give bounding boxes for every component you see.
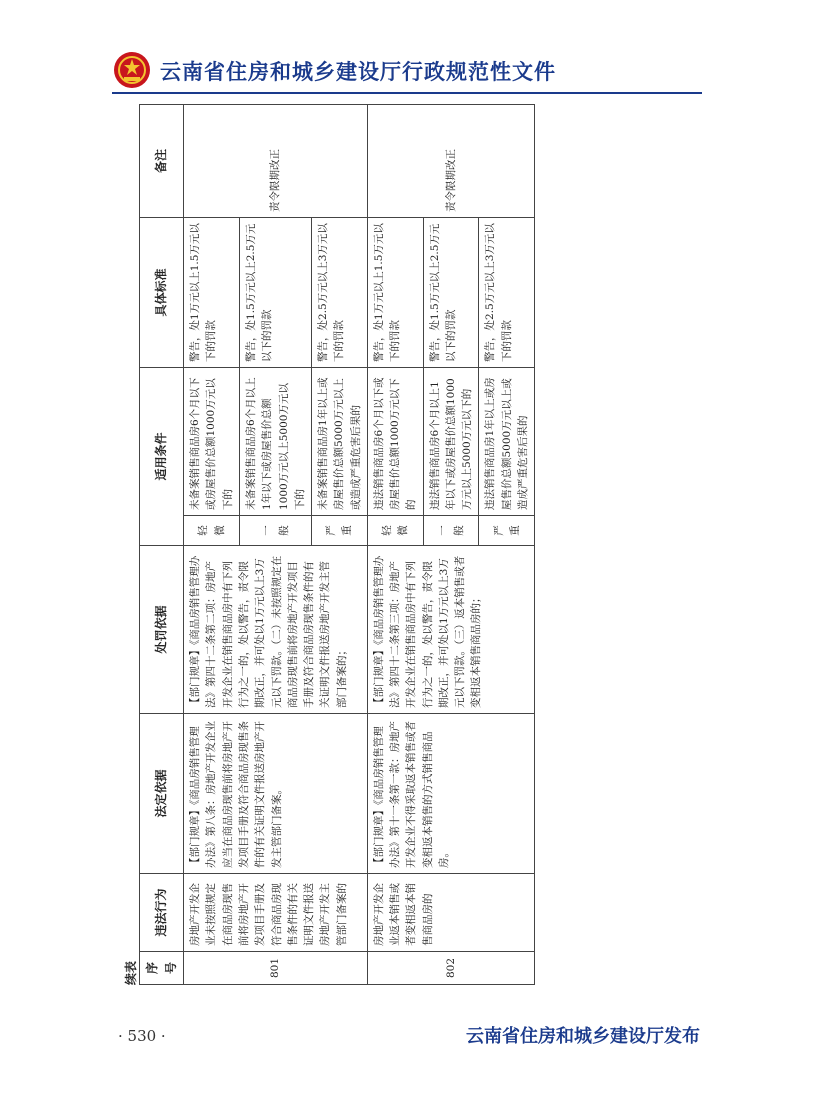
standard-text: 警告，处1万元以上1.5万元以下的罚款 bbox=[184, 217, 240, 367]
col-header-legal-basis: 法定依据 bbox=[140, 714, 184, 874]
degree-label: 一般 bbox=[423, 516, 479, 546]
page-header bbox=[112, 50, 712, 94]
table-row bbox=[184, 104, 240, 984]
col-header-violation: 违法行为 bbox=[140, 874, 184, 952]
degree-label: 轻微 bbox=[184, 516, 240, 546]
condition-text: 违法销售商品房6个月以下或房屋售价总额1000万元以下的 bbox=[367, 367, 423, 515]
violation-text: 房地产开发企业未按照规定在商品房现售前将房地产开发项目手册及符合商品房现售条件的有关证明文件报送房地产开发主管部门备案的 bbox=[184, 874, 368, 952]
standard-text: 警告，处2.5万元以上3万元以下的罚款 bbox=[479, 217, 535, 367]
entry-number: 802 bbox=[367, 952, 534, 985]
standard-text: 警告，处1.5万元以上2.5万元以下的罚款 bbox=[423, 217, 479, 367]
col-header-condition: 适用条件 bbox=[140, 367, 184, 545]
col-header-no: 序号 bbox=[140, 952, 184, 985]
note-text: 责令限期改正 bbox=[184, 104, 368, 217]
entry-number: 801 bbox=[184, 952, 368, 985]
rotated-table-region bbox=[122, 105, 687, 985]
header-divider bbox=[112, 92, 702, 94]
note-text: 责令限期改正 bbox=[367, 104, 534, 217]
standard-text: 警告，处1万元以上1.5万元以下的罚款 bbox=[367, 217, 423, 367]
table-header-row bbox=[140, 104, 184, 984]
condition-text: 未备案销售商品房1年以上或房屋售价总额5000万元以上或造成严重危害后果的 bbox=[312, 367, 368, 515]
condition-text: 违法销售商品房6个月以上1年以下或房屋售价总额1000万元以上5000万元以下的 bbox=[423, 367, 479, 515]
degree-label: 一般 bbox=[239, 516, 311, 546]
degree-label: 严重 bbox=[479, 516, 535, 546]
condition-text: 未备案销售商品房6个月以上1年以下或房屋售价总额1000万元以上5000万元以下的 bbox=[239, 367, 311, 515]
national-emblem-icon bbox=[112, 50, 152, 90]
degree-label: 严重 bbox=[312, 516, 368, 546]
penalty-table bbox=[139, 104, 535, 985]
degree-label: 轻微 bbox=[367, 516, 423, 546]
condition-text: 违法销售商品房1年以上或房屋售价总额5000万元以上或造成严重危害后果的 bbox=[479, 367, 535, 515]
standard-text: 警告，处2.5万元以上3万元以下的罚款 bbox=[312, 217, 368, 367]
violation-text: 房地产开发企业返本销售或者变相返本销售商品房的 bbox=[367, 874, 534, 952]
standard-text: 警告，处1.5万元以上2.5万元以下的罚款 bbox=[239, 217, 311, 367]
legal-basis-text: 【部门规章】《商品房销售管理办法》第八条：房地产开发企业应当在商品房现售前将房地产开发项目手册及符合商品房现售条件的有关证明文件报送房地产开发主管部门备案。 bbox=[184, 714, 368, 874]
table-row bbox=[367, 104, 423, 984]
legal-basis-text: 【部门规章】《商品房销售管理办法》第十一条第一款：房地产开发企业不得采取返本销售或者变相返本销售的方式销售商品房。 bbox=[367, 714, 534, 874]
page-title: 云南省住房和城乡建设厅行政规范性文件 bbox=[160, 60, 556, 84]
penalty-basis-text: 【部门规章】《商品房销售管理办法》第四十二条第二项：房地产开发企业在销售商品房中有下列行为之一的，处以警告，责令限期改正，并可处以1万元以上3万元以下罚款。（二）未按照规定在商品房现售前将房地产开发项目手册及符合商品房现售条件的有关证明文件报送房地产开发主管部门备案的； bbox=[184, 546, 368, 714]
page-number: · 530 · bbox=[118, 1027, 166, 1045]
col-header-penalty-basis: 处罚依据 bbox=[140, 546, 184, 714]
col-header-note: 备注 bbox=[140, 104, 184, 217]
continuation-label: 续表 bbox=[124, 960, 138, 985]
condition-text: 未备案销售商品房6个月以下或房屋售价总额1000万元以下的 bbox=[184, 367, 240, 515]
publisher-label: 云南省住房和城乡建设厅发布 bbox=[466, 1026, 700, 1047]
col-header-standard: 具体标准 bbox=[140, 217, 184, 367]
penalty-basis-text: 【部门规章】《商品房销售管理办法》第四十二条第三项：房地产开发企业在销售商品房中有下列行为之一的，处以警告，责令限期改正，并可处以1万元以上3万元以下罚款。（三）返本销售或者变相返本销售商品房的； bbox=[367, 546, 534, 714]
